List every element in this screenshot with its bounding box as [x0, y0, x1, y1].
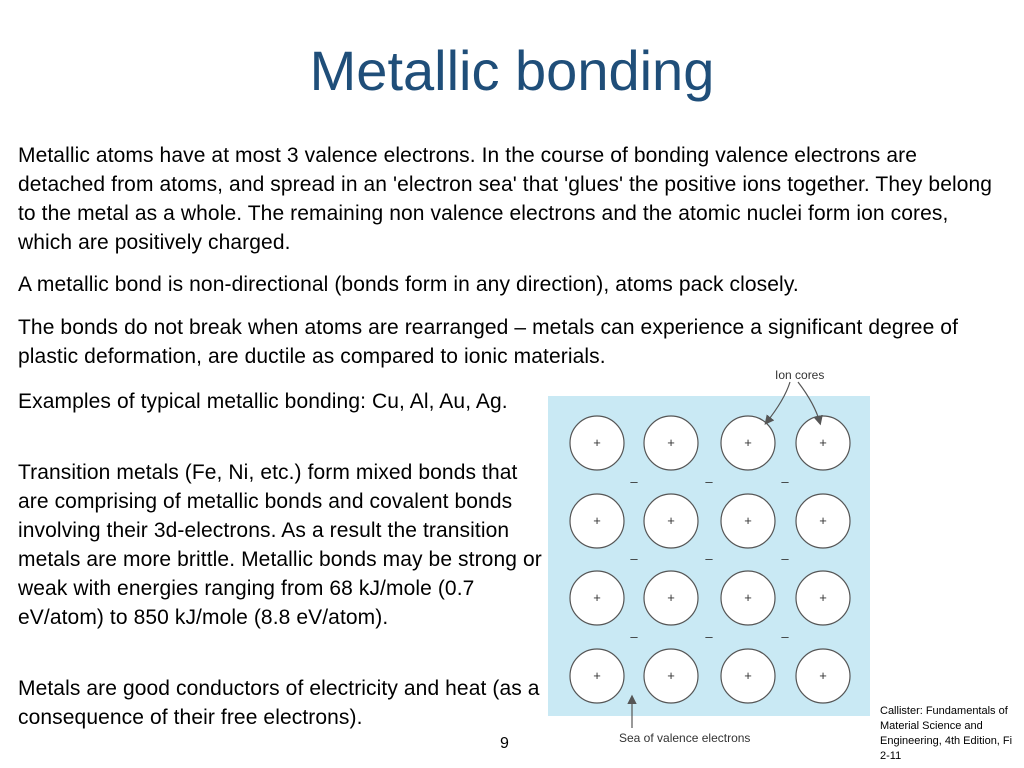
paragraph-conductors: Metals are good conductors of electricity and heat (as a consequence of their free electrons).	[18, 677, 540, 729]
plus-sign-icon: +	[593, 513, 601, 528]
sea-of-electrons-label: Sea of valence electrons	[619, 731, 751, 745]
ion-core	[644, 571, 698, 625]
paragraph-non-directional: A metallic bond is non-directional (bonds form in any direction), atoms pack closely.	[18, 273, 799, 296]
plus-sign-icon: +	[819, 668, 827, 683]
electron-minus-icon: –	[705, 551, 713, 566]
plus-sign-icon: +	[593, 668, 601, 683]
plus-sign-icon: +	[819, 513, 827, 528]
electron-minus-icon: –	[781, 474, 789, 489]
electron-minus-icon: –	[630, 629, 638, 644]
ion-core	[570, 494, 624, 548]
ion-core	[644, 416, 698, 470]
ion-core	[796, 416, 850, 470]
electron-minus-icon: –	[630, 551, 638, 566]
plus-sign-icon: +	[667, 435, 675, 450]
plus-sign-icon: +	[744, 435, 752, 450]
ion-core	[644, 649, 698, 703]
slide-title: Metallic bonding	[309, 39, 715, 102]
plus-sign-icon: +	[744, 590, 752, 605]
ion-core	[721, 416, 775, 470]
page-number: 9	[500, 735, 509, 752]
citation-line: Callister: Fundamentals of	[880, 705, 1008, 717]
plus-sign-icon: +	[744, 668, 752, 683]
plus-sign-icon: +	[819, 435, 827, 450]
paragraph-valence-electrons: Metallic atoms have at most 3 valence electrons. In the course of bonding valence electrons are detached from atoms, and spread in an 'electron sea' that 'glues' the positive ions together. They belong to the metal as a whole. The remaining non valence electrons and the atomic nuclei form ion cores, which are positively charged.	[18, 144, 993, 254]
ion-cores-label: Ion cores	[775, 368, 825, 382]
citation-line: Material Science and	[880, 720, 983, 732]
plus-sign-icon: +	[667, 668, 675, 683]
paragraph-transition-metals: Transition metals (Fe, Ni, etc.) form mixed bonds that are comprising of metallic bonds and covalent bonds involving their 3d-electrons. As a result the transition metals are more brittle. Metallic bonds may be strong or weak with energies ranging from 68 kJ/mole (0.7 eV/atom) to 850 kJ/mole (8.8 eV/atom).	[18, 461, 542, 629]
citation-line: Engineering, 4th Edition, Fi	[880, 735, 1013, 747]
electron-minus-icon: –	[630, 474, 638, 489]
ion-core	[796, 649, 850, 703]
plus-sign-icon: +	[667, 590, 675, 605]
electron-minus-icon: –	[705, 474, 713, 489]
ion-core	[570, 416, 624, 470]
ion-core	[721, 494, 775, 548]
plus-sign-icon: +	[819, 590, 827, 605]
electron-minus-icon: –	[705, 629, 713, 644]
ion-core	[721, 649, 775, 703]
electron-minus-icon: –	[781, 629, 789, 644]
plus-sign-icon: +	[593, 435, 601, 450]
ion-core	[644, 494, 698, 548]
plus-sign-icon: +	[744, 513, 752, 528]
paragraph-examples: Examples of typical metallic bonding: Cu, Al, Au, Ag.	[18, 390, 508, 413]
paragraph-plastic-deformation: The bonds do not break when atoms are rearranged – metals can experience a significant degree of plastic deformation, are ductile as compared to ionic materials.	[18, 316, 958, 368]
plus-sign-icon: +	[593, 590, 601, 605]
plus-sign-icon: +	[667, 513, 675, 528]
ion-core	[570, 649, 624, 703]
citation-line: 2-11	[880, 750, 902, 762]
ion-core	[570, 571, 624, 625]
ion-core	[796, 494, 850, 548]
electron-minus-icon: –	[781, 551, 789, 566]
ion-core	[796, 571, 850, 625]
ion-core	[721, 571, 775, 625]
